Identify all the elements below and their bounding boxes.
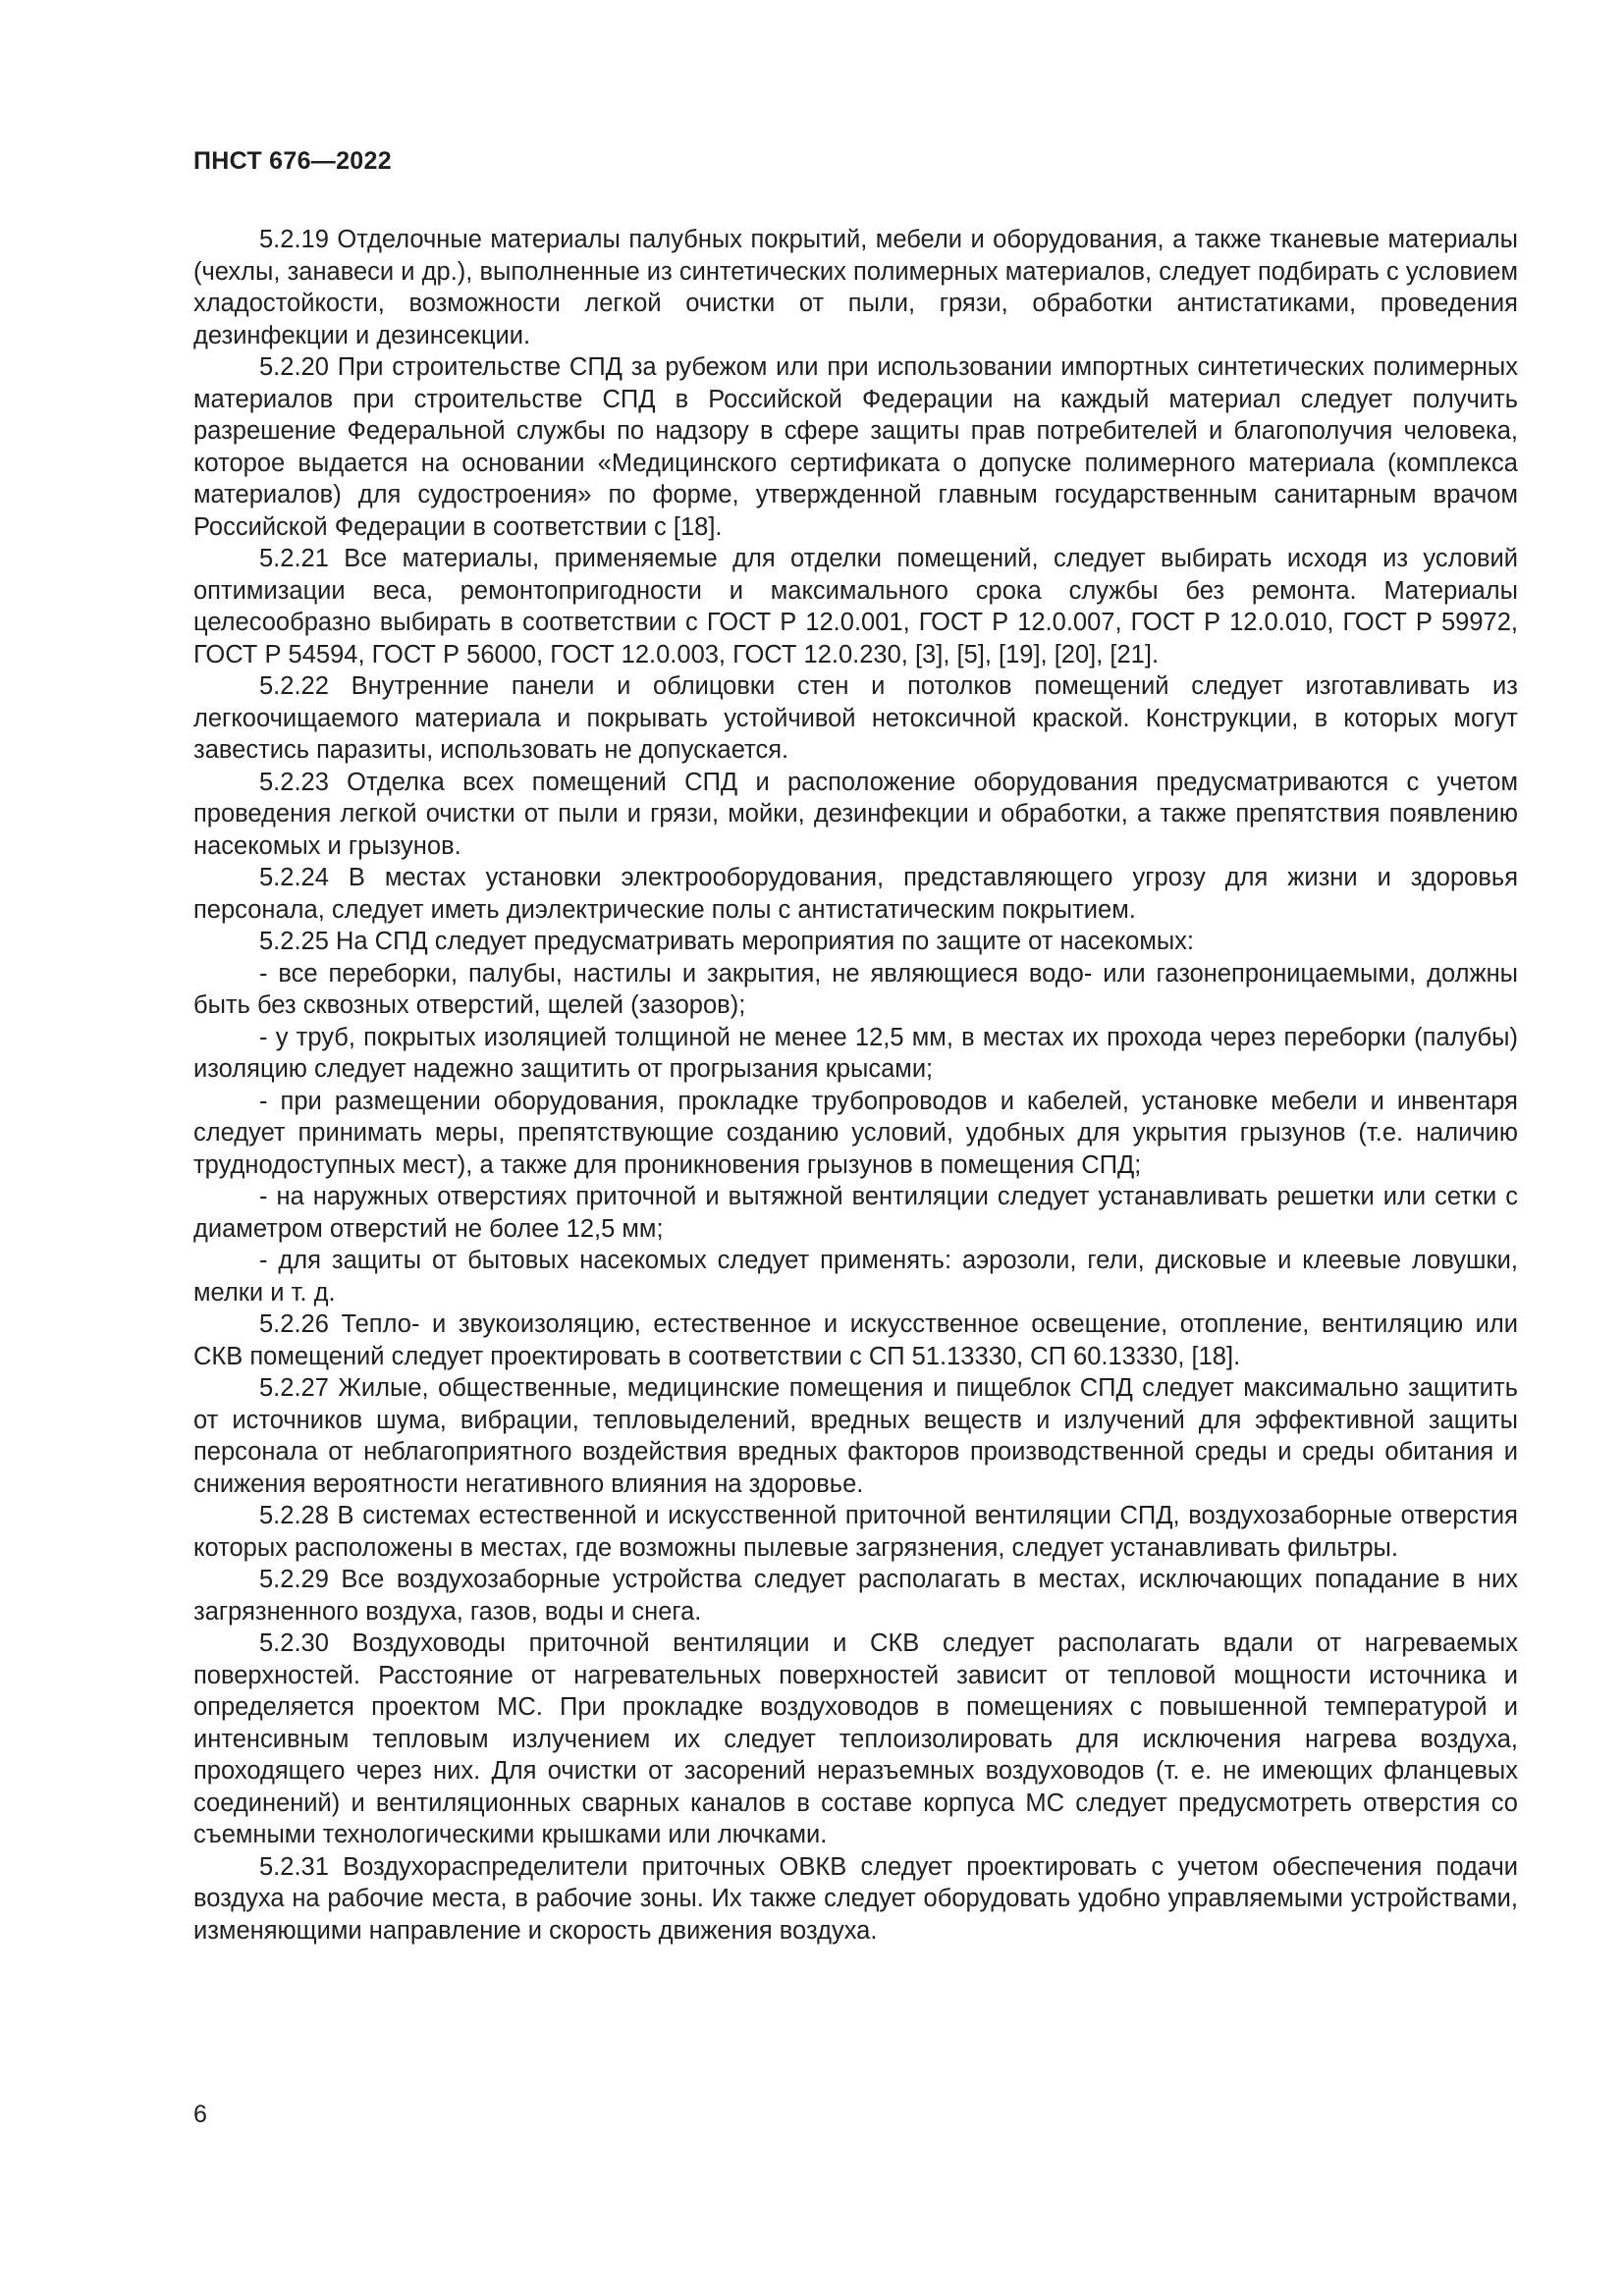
paragraph-5-2-29: 5.2.29 Все воздухозаборные устройства следует располагать в местах, исключающих попадание в них загрязненного воздуха, газов, воды и снега. <box>193 1566 1518 1626</box>
paragraph-5-2-22: 5.2.22 Внутренние панели и облицовки стен и потолков помещений следует изготавливать из легкоочищаемого материала и покрывать устойчивой нетоксичной краской. Конструкции, в которых могут завестись паразиты, использовать не допускается. <box>193 672 1518 764</box>
paragraph-5-2-31: 5.2.31 Воздухораспределители приточных ОВКВ следует проектировать с учетом обеспечения подачи воздуха на рабочие места, в рабочие зоны. Их также следует оборудовать удобно управляемыми устройствами, изменяющими направление и скорость движения воздуха. <box>193 1852 1518 1945</box>
list-item: - у труб, покрытых изоляцией толщиной не менее 12,5 мм, в местах их прохода через переборки (палубы) изоляцию следует надежно защитить от прогрызания крысами; <box>193 1023 1518 1083</box>
page-number: 6 <box>193 2101 207 2128</box>
paragraph-5-2-27: 5.2.27 Жилые, общественные, медицинские помещения и пищеблок СПД следует максимально защитить от источников шума, вибрации, тепловыделений, вредных веществ и излучений для эффективной защиты персонала от неблагоприятного воздействия вредных факторов производственной среды и среды обитания и снижения вероятности негативного влияния на здоровье. <box>193 1374 1518 1498</box>
paragraph-5-2-30: 5.2.30 Воздуховоды приточной вентиляции и СКВ следует располагать вдали от нагреваемых поверхностей. Расстояние от нагревательных поверхностей зависит от тепловой мощности источника и определяется проектом МС. При прокладке воздуховодов в помещениях с повышенной температурой и интенсивным тепловым излучением их следует теплоизолировать для исключения нагрева воздуха, проходящего через них. Для очистки от засорений неразъемных воздуховодов (т. е. не имеющих фланцевых соединений) и вентиляционных сварных каналов в составе корпуса МС следует предусмотреть отверстия со съемными технологическими крышками или лючками. <box>193 1629 1518 1848</box>
list-item: - на наружных отверстиях приточной и вытяжной вентиляции следует устанавливать решетки или сетки с диаметром отверстий не более 12,5 мм; <box>193 1183 1518 1243</box>
paragraph-5-2-26: 5.2.26 Тепло- и звукоизоляцию, естественное и искусственное освещение, отопление, вентиляцию или СКВ помещений следует проектировать в соответствии с СП 51.13330, СП 60.13330, [18]. <box>193 1310 1518 1370</box>
paragraph-5-2-20: 5.2.20 При строительстве СПД за рубежом или при использовании импортных синтетических полимерных материалов при строительстве СПД в Российской Федерации на каждый материал следует получить разрешение Федеральной службы по надзору в сфере защиты прав потребителей и благополучия человека, которое выдается на основании «Медицинского сертификата о допуске полимерного материала (комплекса материалов) для судостроения» по форме, утвержденной главным государственным санитарным врачом Российской Федерации в соответствии с [18]. <box>193 353 1518 541</box>
paragraph-5-2-23: 5.2.23 Отделка всех помещений СПД и расположение оборудования предусматриваются с учетом проведения легкой очистки от пыли и грязи, мойки, дезинфекции и обработки, а также препятствия появлению насекомых и грызунов. <box>193 768 1518 860</box>
paragraph-5-2-28: 5.2.28 В системах естественной и искусственной приточной вентиляции СПД, воздухозаборные отверстия которых расположены в местах, где возможны пылевые загрязнения, следует устанавливать фильтры. <box>193 1502 1518 1562</box>
paragraph-5-2-21: 5.2.21 Все материалы, применяемые для отделки помещений, следует выбирать исходя из условий оптимизации веса, ремонтопригодности и максимального срока службы без ремонта. Материалы целесообразно выбирать в соответствии с ГОСТ Р 12.0.001, ГОСТ Р 12.0.007, ГОСТ Р 12.0.010, ГОСТ Р 59972, ГОСТ Р 54594, ГОСТ Р 56000, ГОСТ 12.0.003, ГОСТ 12.0.230, [3], [5], [19], [20], [21]. <box>193 545 1518 668</box>
paragraph-5-2-19: 5.2.19 Отделочные материалы палубных покрытий, мебели и оборудования, а также тканевые материалы (чехлы, занавеси и др.), выполненные из синтетических полимерных материалов, следует подбирать с условием хладостойкости, возможности легкой очистки от пыли, грязи, обработки антистатиками, проведения дезинфекции и дезинсекции. <box>193 226 1518 349</box>
document-body <box>193 224 1518 1947</box>
document-id-header: ПНСТ 676—2022 <box>193 147 392 175</box>
paragraph-5-2-25: 5.2.25 На СПД следует предусматривать мероприятия по защите от насекомых: <box>259 928 1195 955</box>
list-item: - при размещении оборудования, прокладке трубопроводов и кабелей, установке мебели и инвентаря следует принимать меры, препятствующие созданию условий, удобных для укрытия грызунов (т.е. наличию труднодоступных мест), а также для проникновения грызунов в помещения СПД; <box>193 1087 1518 1179</box>
list-item: - для защиты от бытовых насекомых следует применять: аэрозоли, гели, дисковые и клеевые ловушки, мелки и т. д. <box>193 1247 1518 1307</box>
paragraph-5-2-24: 5.2.24 В местах установки электрооборудования, представляющего угрозу для жизни и здоровья персонала, следует иметь диэлектрические полы с антистатическим покрытием. <box>193 864 1518 924</box>
list-item: - все переборки, палубы, настилы и закрытия, не являющиеся водо- или газонепроницаемыми, должны быть без сквозных отверстий, щелей (зазоров); <box>193 959 1518 1019</box>
